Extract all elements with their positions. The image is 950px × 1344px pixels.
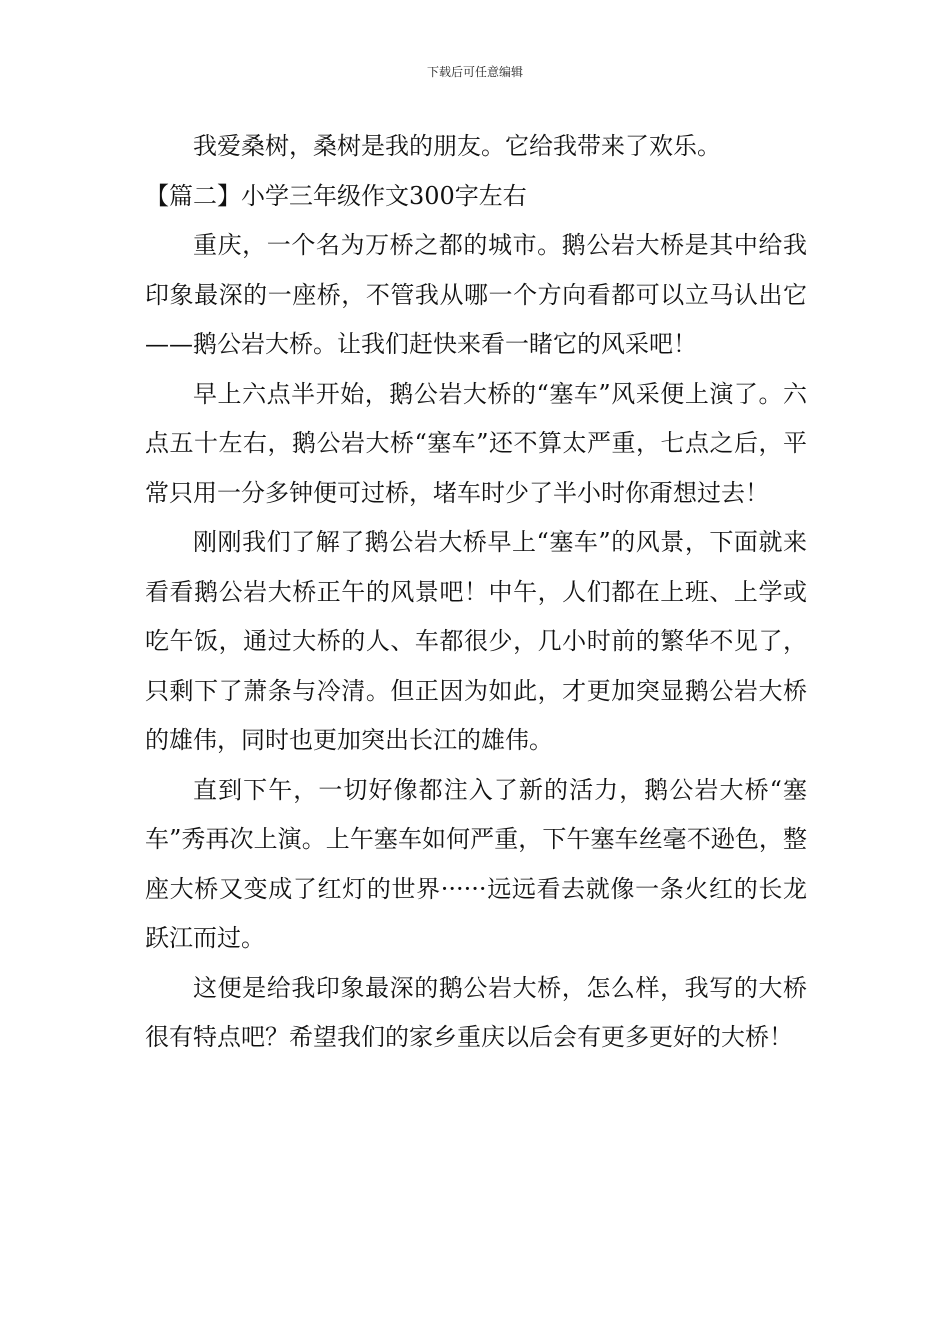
document-body [145, 122, 807, 1063]
page-header: 下载后可任意编辑 [426, 65, 523, 79]
essay-paragraph-4: 直到下午，一切好像都注入了新的活力，鹅公岩大桥“塞车”秀再次上演。上午塞车如何严重，下午塞车丝毫不逊色，整座大桥又变成了红灯的世界······远远看去就像一条火红的长龙跃江而过。 [145, 775, 807, 952]
section-title: 【篇二】小学三年级作文300字左右 [145, 181, 527, 210]
intro-paragraph: 我爱桑树，桑树是我的朋友。它给我带来了欢乐。 [193, 132, 721, 160]
essay-paragraph-5: 这便是给我印象最深的鹅公岩大桥，怎么样，我写的大桥很有特点吧？希望我们的家乡重庆以后会有更多更好的大桥！ [145, 973, 807, 1051]
essay-paragraph-3: 刚刚我们了解了鹅公岩大桥早上“塞车”的风景，下面就来看看鹅公岩大桥正午的风景吧！中午，人们都在上班、上学或吃午饭，通过大桥的人、车都很少，几小时前的繁华不见了，只剩下了萧条与冷清。但正因为如此，才更加突显鹅公岩大桥的雄伟，同时也更加突出长江的雄伟。 [145, 528, 807, 754]
essay-paragraph-1: 重庆，一个名为万桥之都的城市。鹅公岩大桥是其中给我印象最深的一座桥，不管我从哪一个方向看都可以立马认出它——鹅公岩大桥。让我们赶快来看一睹它的风采吧！ [145, 231, 807, 358]
essay-paragraph-2: 早上六点半开始，鹅公岩大桥的“塞车”风采便上演了。六点五十左右，鹅公岩大桥“塞车”还不算太严重，七点之后，平常只用一分多钟便可过桥，堵车时少了半小时你甭想过去！ [145, 379, 807, 507]
